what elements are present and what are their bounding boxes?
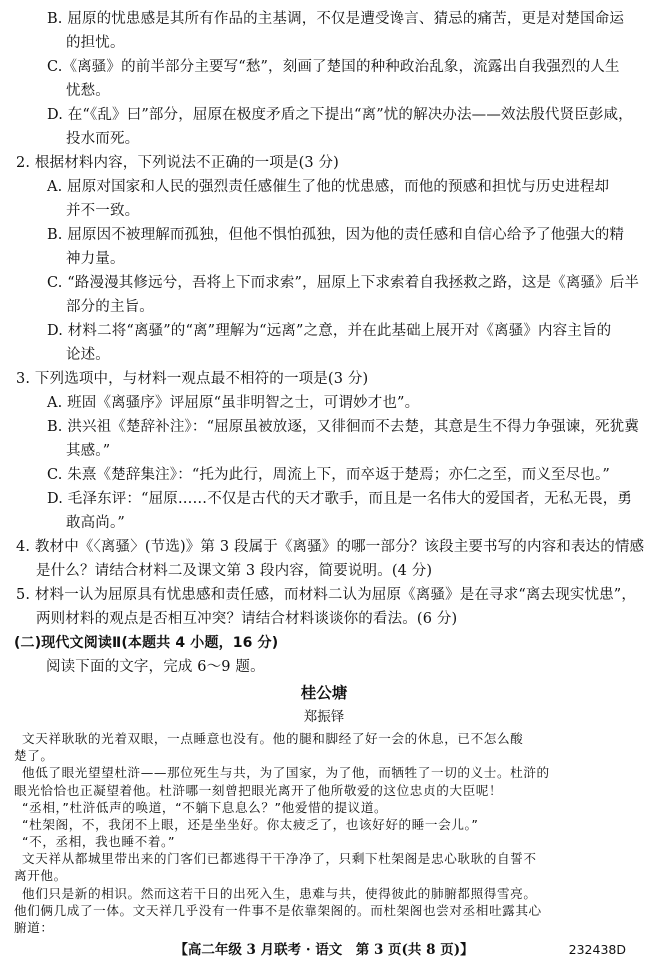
- q2-option-b: B. 屈原因不被理解而孤独，但他不惧怕孤独，因为他的责任感和自信心给予了他强大的精: [47, 227, 625, 243]
- q4-line-2: 是什么？请结合材料二及课文第 3 段内容，简要说明。(4 分): [36, 563, 433, 579]
- story-paragraph-2: 他低了眼光望望杜浒——那位死生与共，为了国家，为了他，而牺牲了一切的义士。杜浒的: [22, 765, 550, 781]
- q5-line-2: 两则材料的观点是否相互冲突？请结合材料谈谈你的看法。(6 分): [36, 611, 458, 627]
- q3-option-a: A. 班固《离骚序》评屈原“虽非明智之士，可谓妙才也”。: [47, 395, 420, 411]
- q3-option-b-cont: 其感。”: [66, 443, 111, 459]
- q2-option-d-cont: 论述。: [66, 347, 110, 363]
- footer-code: 232438D: [568, 942, 626, 957]
- story-author: 郑振铎: [303, 709, 345, 725]
- section-heading: (二)现代文阅读Ⅱ(本题共 4 小题，16 分): [14, 635, 279, 651]
- story-paragraph-2-cont: 眼光恰恰也正凝望着他。杜浒哪一刻曾把眼光离开了他所敬爱的这位忠贞的大臣呢！: [14, 782, 503, 798]
- story-paragraph-6-cont: 离开他。: [14, 868, 67, 884]
- q2-option-d: D. 材料二将“离骚”的“离”理解为“远离”之意，并在此基础上展开对《离骚》内容主旨的: [47, 323, 612, 339]
- q2-option-a-cont: 并不一致。: [66, 203, 140, 219]
- story-paragraph-5: “不，丞相，我也睡不着。”: [22, 834, 176, 849]
- q1-option-b-cont: 的担忧。: [66, 35, 125, 51]
- q3-option-c: C. 朱熹《楚辞集注》：“托为此行，周流上下，而卒返于楚焉；亦仁之至，而义至尽也。”: [47, 467, 610, 483]
- q5-line-1: 5. 材料一认为屈原具有忧患感和责任感，而材料二认为屈原《离骚》是在寻求“离去现实忧患”，: [16, 587, 637, 603]
- q3-option-d: D. 毛泽东评：“屈原……不仅是古代的天才歌手，而且是一名伟大的爱国者，无私无畏，勇: [47, 491, 633, 507]
- q1-option-c: C.《离骚》的前半部分主要写“愁”，刻画了楚国的种种政治乱象，流露出自我强烈的人生: [47, 59, 620, 75]
- reading-instruction: 阅读下面的文字，完成 6～9 题。: [46, 659, 265, 675]
- q1-option-d: D. 在“《乱》曰”部分，屈原在极度矛盾之下提出“离”忧的解决办法——效法殷代贤臣彭咸，: [47, 107, 633, 123]
- q2-stem: 2. 根据材料内容，下列说法不正确的一项是(3 分): [16, 155, 339, 171]
- story-paragraph-6: 文天祥从都城里带出来的门客们已都逃得干干净净了，只剩下杜架阁是忠心耿耿的自誓不: [22, 851, 537, 867]
- story-paragraph-4: “杜架阁，不，我闭不上眼，还是坐坐好。你太疲乏了，也该好好的睡一会儿。”: [22, 816, 479, 832]
- story-title: 桂公塘: [300, 684, 348, 702]
- q1-option-b: B. 屈原的忧患感是其所有作品的主基调，不仅是遭受谗言、猜忌的痛苦，更是对楚国命运: [47, 11, 625, 27]
- footer-exam-info: 【高二年级 3 月联考 · 语文 第 3 页(共 8 页)】: [174, 942, 474, 958]
- q2-option-b-cont: 神力量。: [66, 251, 125, 267]
- story-paragraph-3: “丞相，”杜浒低声的唤道，“不躺下息息么？”他爱惜的提议道。: [22, 799, 388, 815]
- story-paragraph-7-cont: 他们俩几成了一体。文天祥几乎没有一件事不是依靠架阁的。而杜架阁也尝对丞相吐露其心: [14, 902, 542, 918]
- story-paragraph-7-cont-2: 腑道：: [14, 919, 54, 935]
- story-paragraph-1: 文天祥耿耿的光着双眼，一点睡意也没有。他的腿和脚经了好一会的休息，已不怎么酸: [22, 731, 524, 746]
- story-paragraph-1-cont: 楚了。: [14, 748, 54, 764]
- q3-option-d-cont: 敢高尚。”: [66, 515, 125, 531]
- q3-stem: 3. 下列选项中，与材料一观点最不相符的一项是(3 分): [16, 371, 369, 387]
- q3-option-b: B. 洪兴祖《楚辞补注》：“屈原虽被放逐，又徘徊而不去楚，其意是生不得力争强谏，死犹冀: [47, 419, 639, 435]
- q2-option-c-cont: 部分的主旨。: [66, 299, 154, 315]
- story-paragraph-7: 他们只是新的相识。然而这若干日的出死入生，患难与共，使得彼此的肺腑都照得雪亮。: [22, 885, 537, 901]
- q4-line-1: 4. 教材中《〈离骚〉(节选)》第 3 段属于《离骚》的哪一部分？该段主要书写的内容和表达的情感: [16, 539, 645, 555]
- q1-option-c-cont: 忧愁。: [66, 83, 110, 99]
- q2-option-a: A. 屈原对国家和人民的强烈责任感催生了他的忧患感，而他的预感和担忧与历史进程却: [47, 179, 610, 195]
- q1-option-d-cont: 投水而死。: [66, 131, 140, 147]
- q2-option-c: C. “路漫漫其修远兮，吾将上下而求索”，屈原上下求索着自我拯救之路，这是《离骚》后半: [47, 275, 640, 291]
